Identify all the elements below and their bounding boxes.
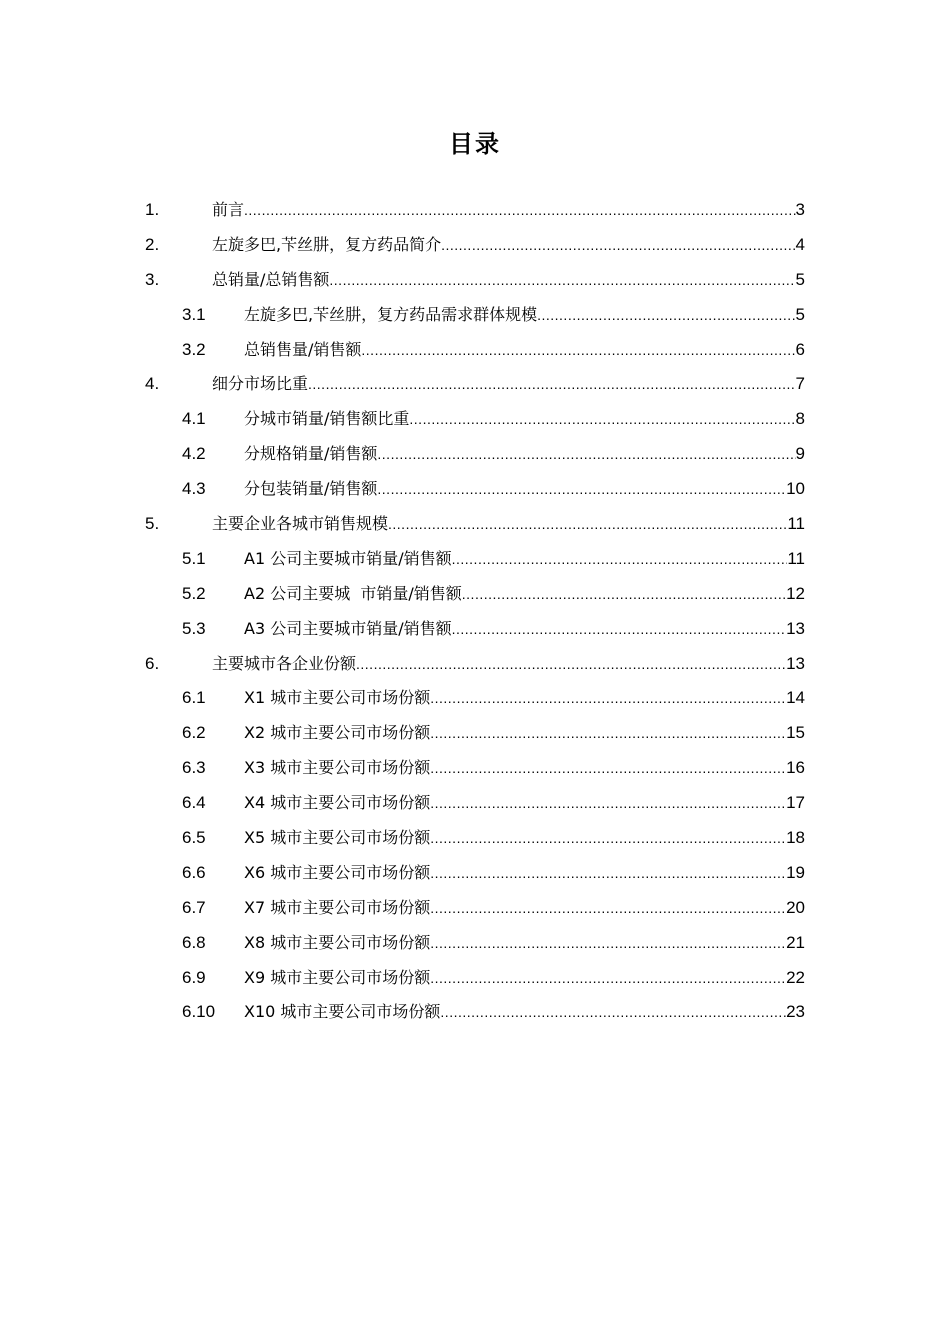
toc-entry[interactable]: [0, 647, 950, 682]
toc-entry-body: [244, 786, 805, 821]
toc-entry-number: 3.1: [182, 304, 206, 324]
toc-entry-number: 6.9: [182, 967, 206, 987]
toc-entry[interactable]: [0, 333, 950, 368]
toc-entry[interactable]: [0, 228, 950, 263]
toc-entry-body: [244, 856, 805, 891]
toc-entry-number: 2.: [145, 234, 160, 254]
toc-entry-page: 15: [786, 723, 805, 743]
toc-dot-leader: [537, 298, 795, 333]
toc-entry-page: 20: [786, 897, 805, 917]
toc-entry-body: [244, 961, 805, 996]
toc-entry-body: [212, 193, 805, 228]
toc-entry[interactable]: [0, 856, 950, 891]
toc-entry-number: 6.1: [182, 688, 206, 708]
toc-entry[interactable]: [0, 263, 950, 298]
toc-entry-number: 6.4: [182, 793, 206, 813]
toc-entry-page: 5: [795, 269, 805, 289]
toc-entry-title: X7 城市主要公司市场份额: [244, 897, 431, 917]
toc-entry-body: [244, 716, 805, 751]
toc-entry-title: X6 城市主要公司市场份额: [244, 862, 431, 882]
toc-dot-leader: [430, 716, 786, 751]
toc-entry-title: X2 城市主要公司市场份额: [244, 723, 431, 743]
toc-entry-title: A2 公司主要城 市销量/销售额: [244, 583, 462, 603]
toc-dot-leader: [308, 367, 796, 402]
toc-dot-leader: [430, 751, 786, 786]
toc-entry-title: 主要城市各企业份额: [212, 653, 357, 673]
toc-entry-body: [244, 437, 805, 472]
toc-dot-leader: [361, 333, 795, 368]
toc-entry-number: 6.5: [182, 828, 206, 848]
toc-entry-body: [244, 891, 805, 926]
toc-entry-title: X1 城市主要公司市场份额: [244, 688, 431, 708]
toc-entry-page: 9: [795, 444, 805, 464]
toc-entry[interactable]: [0, 507, 950, 542]
toc-entry-page: 17: [786, 793, 805, 813]
toc-dot-leader: [356, 647, 786, 682]
toc-entry-body: [212, 367, 805, 402]
toc-entry-title: A1 公司主要城市销量/销售额: [244, 548, 452, 568]
toc-dot-leader: [377, 437, 795, 472]
toc-entry-number: 6.10: [182, 1002, 216, 1022]
toc-entry[interactable]: [0, 681, 950, 716]
toc-entry[interactable]: [0, 298, 950, 333]
toc-dot-leader: [430, 856, 786, 891]
toc-entry[interactable]: [0, 751, 950, 786]
toc-dot-leader: [388, 507, 787, 542]
toc-entry[interactable]: [0, 472, 950, 507]
toc-entry[interactable]: [0, 786, 950, 821]
toc-entry-number: 4.: [145, 374, 160, 394]
toc-entry-title: 分城市销量/销售额比重: [244, 409, 410, 429]
toc-entry[interactable]: [0, 193, 950, 228]
toc-entry-body: [244, 333, 805, 368]
toc-entry[interactable]: [0, 577, 950, 612]
toc-entry-title: 前言: [212, 200, 245, 219]
toc-entry-number: 6.3: [182, 758, 206, 778]
toc-entry-number: 6.7: [182, 897, 206, 917]
toc-entry-page: 22: [786, 967, 805, 987]
toc-entry-title: 左旋多巴,苄丝肼，复方药品简介: [212, 234, 442, 254]
toc-entry[interactable]: [0, 402, 950, 437]
toc-entry-page: 13: [786, 618, 805, 638]
toc-entry-body: [244, 995, 805, 1030]
toc-title: 目录: [449, 130, 501, 158]
toc-entry-title: 总销售量/销售额: [244, 339, 362, 359]
toc-entry-body: [244, 926, 805, 961]
toc-dot-leader: [329, 263, 795, 298]
toc-entry-title: 总销量/总销售额: [212, 269, 330, 289]
toc-dot-leader: [430, 786, 786, 821]
toc-entry-number: 3.: [145, 269, 160, 289]
toc-dot-leader: [452, 612, 786, 647]
toc-dot-leader: [430, 821, 786, 856]
toc-dot-leader: [430, 891, 786, 926]
toc-dot-leader: [430, 926, 786, 961]
toc-entry-page: 21: [786, 932, 805, 952]
toc-entry[interactable]: [0, 542, 950, 577]
toc-entry-title: 分规格销量/销售额: [244, 444, 378, 464]
toc-entry-page: 10: [786, 479, 805, 499]
toc-dot-leader: [377, 472, 786, 507]
toc-entry-number: 5.3: [182, 618, 206, 638]
toc-entry-body: [212, 263, 805, 298]
toc-entry[interactable]: [0, 437, 950, 472]
toc-list: [0, 193, 950, 1030]
toc-entry-number: 6.: [145, 653, 160, 673]
toc-entry-page: 11: [787, 548, 805, 568]
toc-entry-body: [244, 472, 805, 507]
toc-entry-number: 6.8: [182, 932, 206, 952]
toc-entry-page: 8: [795, 409, 805, 429]
toc-entry-page: 23: [786, 1002, 805, 1022]
toc-dot-leader: [409, 402, 795, 437]
toc-dot-leader: [430, 961, 786, 996]
toc-entry-number: 3.2: [182, 339, 206, 359]
toc-entry-title: A3 公司主要城市销量/销售额: [244, 618, 452, 638]
toc-dot-leader: [430, 681, 786, 716]
toc-entry-title: 分包装销量/销售额: [244, 479, 378, 499]
toc-entry-body: [212, 507, 805, 542]
toc-entry-number: 6.6: [182, 862, 206, 882]
toc-entry-number: 4.3: [182, 479, 206, 499]
toc-entry-page: 16: [786, 758, 805, 778]
toc-entry-page: 3: [795, 200, 805, 219]
toc-entry-title: X10 城市主要公司市场份额: [244, 1002, 441, 1022]
toc-entry-title: 细分市场比重: [212, 374, 309, 394]
toc-entry-body: [244, 577, 805, 612]
toc-entry-number: 5.: [145, 514, 160, 534]
toc-entry-number: 4.2: [182, 444, 206, 464]
toc-entry-number: 5.1: [182, 548, 206, 568]
toc-dot-leader: [441, 228, 795, 263]
toc-entry-number: 1.: [145, 200, 160, 219]
toc-entry-body: [244, 298, 805, 333]
toc-dot-leader: [452, 542, 788, 577]
toc-entry-title: X5 城市主要公司市场份额: [244, 828, 431, 848]
toc-entry-body: [244, 402, 805, 437]
toc-entry-number: 5.2: [182, 583, 206, 603]
toc-entry-body: [212, 647, 805, 682]
toc-entry-title: X4 城市主要公司市场份额: [244, 793, 431, 813]
toc-entry[interactable]: [0, 367, 950, 402]
toc-entry-page: 14: [786, 688, 805, 708]
toc-entry-page: 11: [787, 514, 805, 534]
toc-entry-page: 7: [795, 374, 805, 394]
toc-entry-title: X3 城市主要公司市场份额: [244, 758, 431, 778]
toc-entry[interactable]: [0, 995, 950, 1030]
toc-entry-number: 6.2: [182, 723, 206, 743]
toc-entry-body: [244, 751, 805, 786]
toc-entry-body: [244, 612, 805, 647]
toc-entry[interactable]: [0, 961, 950, 996]
toc-entry-body: [212, 228, 805, 263]
toc-entry-title: 主要企业各城市销售规模: [212, 514, 389, 534]
toc-entry-number: 4.1: [182, 409, 206, 429]
toc-entry[interactable]: [0, 612, 950, 647]
toc-entry[interactable]: [0, 821, 950, 856]
toc-entry-body: [244, 681, 805, 716]
toc-dot-leader: [244, 193, 796, 228]
toc-entry-page: 18: [786, 828, 805, 848]
toc-entry-page: 4: [795, 234, 805, 254]
toc-entry-page: 6: [795, 339, 805, 359]
toc-entry[interactable]: [0, 891, 950, 926]
toc-entry[interactable]: [0, 716, 950, 751]
toc-entry-title: X9 城市主要公司市场份额: [244, 967, 431, 987]
toc-entry[interactable]: [0, 926, 950, 961]
toc-entry-page: 13: [786, 653, 805, 673]
toc-entry-page: 12: [786, 583, 805, 603]
toc-entry-page: 19: [786, 862, 805, 882]
toc-entry-body: [244, 542, 805, 577]
toc-dot-leader: [462, 577, 786, 612]
toc-entry-body: [244, 821, 805, 856]
toc-entry-title: X8 城市主要公司市场份额: [244, 932, 431, 952]
toc-dot-leader: [440, 995, 786, 1030]
toc-entry-title: 左旋多巴,苄丝肼，复方药品需求群体规模: [244, 304, 538, 324]
toc-entry-page: 5: [795, 304, 805, 324]
